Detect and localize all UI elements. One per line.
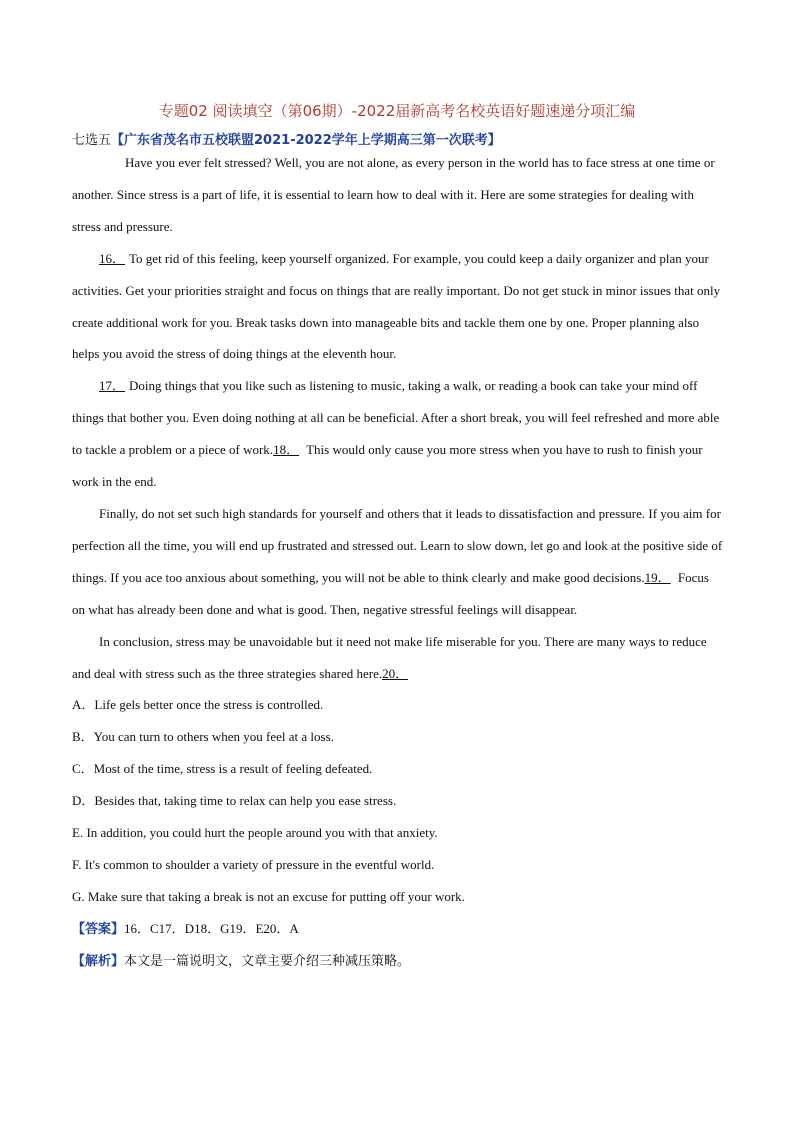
options-list <box>72 689 724 912</box>
passage-body <box>72 147 724 978</box>
blank-19: 19． <box>644 569 671 585</box>
option-b: B．You can turn to others when you feel at a loss. <box>72 729 334 745</box>
option-e: E. In addition, you could hurt the people around you with that anxiety. <box>72 825 438 841</box>
blank-17: 17． <box>99 378 126 394</box>
analysis-line <box>72 946 724 978</box>
option-d: D．Besides that, taking time to relax can help you ease stress. <box>72 793 397 809</box>
paragraph-5-text: In conclusion, stress may be unavoidable but it need not make life miserable for you. There are many ways to reduce and deal with stress such as the three strategies shared here. <box>72 633 707 681</box>
source-text: 【广东省茂名市五校联盟2021-2022学年上学期高三第一次联考】 <box>111 133 501 148</box>
blank-16: 16． <box>99 250 126 266</box>
paragraph-2 <box>72 243 724 371</box>
option-c: C．Most of the time, stress is a result of feeling defeated. <box>72 761 373 777</box>
paragraph-4-text-a: Finally, do not set such high standards for yourself and others that it leads to dissatisfaction and pressure. If you aim for perfection all the time, you will end up frustrated and stressed out. Learn to slow down, let go and look at the positive side of things. If you ace too anxious about something, you will not be able to think clearly and make good decisions. <box>72 505 723 585</box>
option-g: G. Make sure that taking a break is not an excuse for putting off your work. <box>72 888 465 904</box>
answer-text: 16．C17．D18．G19．E20．A <box>124 920 299 936</box>
blank-20: 20． <box>382 665 409 681</box>
analysis-label: 【解析】 <box>72 953 125 969</box>
paragraph-5 <box>72 626 724 690</box>
question-type-label: 七选五 <box>72 133 112 148</box>
paragraph-4 <box>72 498 724 626</box>
analysis-text: 本文是一篇说明文，文章主要介绍三种减压策略。 <box>124 953 411 969</box>
answer-line <box>72 913 724 946</box>
question-source <box>72 129 732 148</box>
option-a: A．Life gels better once the stress is controlled. <box>72 697 324 713</box>
answer-label: 【答案】 <box>72 921 125 937</box>
paragraph-2-text: To get rid of this feeling, keep yourself organized. For example, you could keep a daily organizer and plan your activities. Get your priorities straight and focus on things that are really important. Do not get stuck in minor issues that only create additional work for you. Break tasks down into manageable bits and tackle them one by one. Proper planning also helps you avoid the stress of doing things at the eleventh hour. <box>72 250 721 362</box>
paragraph-3-text-b: This would only cause you more stress when you have to rush to finish your work in the end. <box>72 442 703 490</box>
page-title: 专题02 阅读填空（第06期）-2022届新高考名校英语好题速递分项汇编 <box>158 102 636 120</box>
option-f: F. It's common to shoulder a variety of pressure in the eventful world. <box>72 856 435 872</box>
paragraph-3-text-a: Doing things that you like such as listening to music, taking a walk, or reading a book can take your mind off things that bother you. Even doing nothing at all can be beneficial. After a short break, you will feel refreshed and more able to tackle a problem or a piece of work. <box>72 378 720 458</box>
paragraph-3 <box>72 370 724 498</box>
paragraph-1: Have you ever felt stressed? Well, you are not alone, as every person in the world has to face stress at one time or another. Since stress is a part of life, it is essential to learn how to deal with it. Here are some strategies for dealing with stress and pressure. <box>72 155 715 234</box>
blank-18: 18． <box>273 442 300 458</box>
paragraph-4-text-b: Focus on what has already been done and what is good. Then, negative stressful feelings will disappear. <box>72 569 709 617</box>
